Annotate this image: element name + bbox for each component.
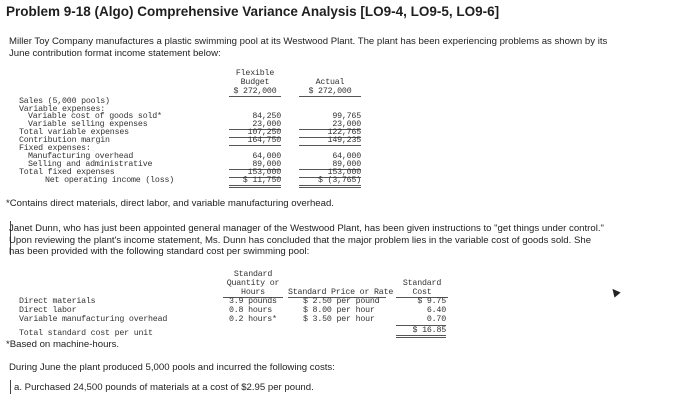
is-actual-value: 122,765 bbox=[299, 128, 361, 138]
sc-row-cost: 6.40 bbox=[426, 306, 446, 315]
problem-title: Problem 9-18 (Algo) Comprehensive Variance Analysis [LO9-4, LO9-5, LO9-6] bbox=[6, 4, 500, 19]
mouse-pointer-icon bbox=[609, 286, 620, 297]
sc-row-qty: 3.9 pounds bbox=[229, 297, 277, 306]
flex-header-2: Budget bbox=[240, 78, 270, 87]
is-row-label: Selling and administrative bbox=[28, 160, 153, 169]
is-actual-value: 99,765 bbox=[332, 112, 361, 121]
is-row-label: Variable expenses: bbox=[19, 105, 106, 114]
income-footnote: *Contains direct materials, direct labor, and variable manufacturing overhead. bbox=[6, 198, 334, 209]
sc-row-price: $ 3.50 per hour bbox=[303, 315, 375, 324]
sc-row-label: Direct materials bbox=[19, 297, 96, 306]
qty-header-3: Hours bbox=[223, 288, 283, 298]
is-row-label: Total variable expenses bbox=[19, 128, 129, 137]
actual-header: Actual bbox=[315, 78, 345, 87]
standard-footnote: *Based on machine-hours. bbox=[6, 339, 120, 350]
is-actual-value: 153,000 bbox=[299, 168, 361, 178]
is-actual-value: 149,235 bbox=[299, 136, 361, 146]
is-flex-value: $ 11,750 bbox=[229, 176, 281, 188]
is-actual-value: 89,000 bbox=[299, 160, 361, 170]
sc-row-price: $ 8.00 per hour bbox=[303, 306, 375, 315]
qty-header-2: Quantity or bbox=[226, 279, 280, 288]
sc-row-cost: $ 9.75 bbox=[417, 297, 446, 306]
is-flex-value: 153,000 bbox=[229, 168, 281, 178]
is-row-label: Manufacturing overhead bbox=[28, 152, 134, 161]
is-flex-value: 64,000 bbox=[252, 152, 281, 161]
is-actual-value: 23,000 bbox=[299, 120, 361, 130]
actual-header-sales: $ 272,000 bbox=[299, 87, 361, 97]
total-cost-value: $ 16.85 bbox=[396, 325, 446, 338]
intro-paragraph: Miller Toy Company manufactures a plastic swimming pool at its Westwood Plant. The plant has been experiencing problems as shown by its June contribution format income statement below: bbox=[9, 36, 608, 59]
sc-row-label: Variable manufacturing overhead bbox=[19, 315, 168, 324]
is-row-label: Net operating income (loss) bbox=[45, 176, 175, 185]
sc-row-price: $ 2.50 per pound bbox=[303, 297, 380, 306]
sc-row-label: Direct labor bbox=[19, 306, 77, 315]
paragraph-2: Janet Dunn, who has just been appointed general manager of the Westwood Plant, has been given instructions to "get things under control." Upon reviewing the plant's income statement, Ms. Dunn has concluded that the major problem lies in the variable cost of goods sold. She has been provided with the following standard cost per swimming pool: bbox=[9, 223, 604, 257]
is-row-label: Variable selling expenses bbox=[28, 120, 148, 129]
is-flex-value: 89,000 bbox=[229, 160, 281, 170]
paragraph-3: During June the plant produced 5,000 pools and incurred the following costs: bbox=[9, 362, 335, 373]
is-row-label: Variable cost of goods sold* bbox=[28, 112, 162, 121]
sc-row-qty: 0.2 hours* bbox=[229, 315, 277, 324]
is-flex-value: 23,000 bbox=[229, 120, 281, 130]
cost-header-1: Standard bbox=[402, 279, 442, 288]
flex-header-1: Flexible bbox=[235, 69, 275, 78]
is-row-label: Contribution margin bbox=[19, 136, 110, 145]
item-a: a. Purchased 24,500 pounds of materials at a cost of $2.95 per pound. bbox=[14, 382, 314, 393]
total-cost-label: Total standard cost per unit bbox=[19, 329, 153, 338]
flex-header-sales: $ 272,000 bbox=[229, 87, 281, 97]
is-flex-value: 107,250 bbox=[229, 128, 281, 138]
cost-header-2: Cost bbox=[396, 288, 448, 298]
is-flex-value: 84,250 bbox=[252, 112, 281, 121]
price-header: Standard Price or Rate bbox=[288, 288, 394, 297]
is-flex-value: 164,750 bbox=[229, 136, 281, 146]
is-row-label: Total fixed expenses bbox=[19, 168, 115, 177]
qty-header-1: Standard bbox=[233, 270, 273, 279]
is-row-label: Sales (5,000 pools) bbox=[19, 97, 110, 106]
is-actual-value: $ (3,765) bbox=[299, 176, 361, 188]
is-row-label: Fixed expenses: bbox=[19, 144, 91, 153]
sc-row-cost: 0.70 bbox=[426, 315, 446, 324]
is-actual-value: 64,000 bbox=[332, 152, 361, 161]
sc-row-qty: 0.8 hours bbox=[229, 306, 273, 315]
list-bar bbox=[10, 380, 11, 394]
